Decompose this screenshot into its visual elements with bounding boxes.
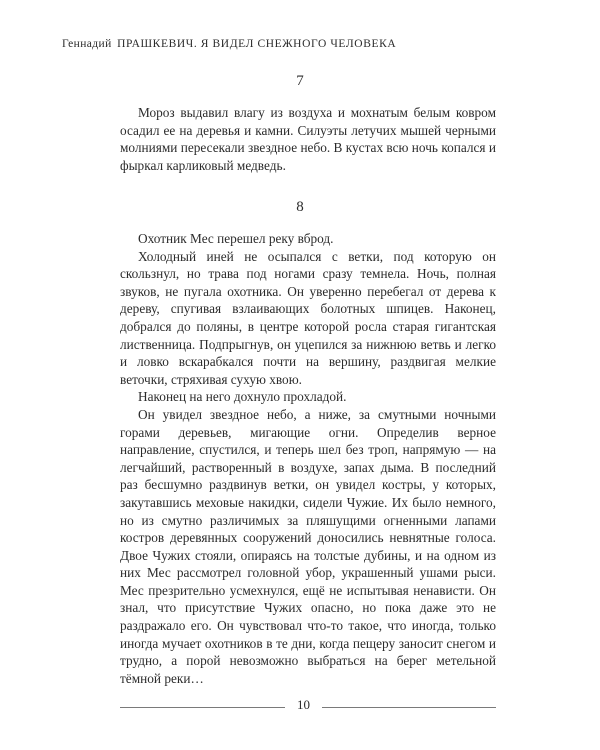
chapter-8-text <box>120 230 496 687</box>
paragraph: Охотник Мес перешел реку вброд. <box>138 231 334 246</box>
chapter-number-7: 7 <box>296 73 304 89</box>
paragraph: Наконец на него дохнуло прохладой. <box>138 389 347 405</box>
header-author: Геннадий <box>62 38 112 50</box>
paragraph: Холодный иней не осыпался с ветки, под которую он скользнул, но трава под ногами сразу темнела. Ночь, полная звуков, не пугала охотника. Он уверенно перебегал от дерева к дереву, спугивая взлаивающих болотных шпицев. Наконец, добрался до поляны, в центре которой росла старая гигантская лиственница. Подпрыгнув, он уцепился за нижнюю ветвь и легко и ловко вскарабкался почти на вершину, раздвигая мелкие веточки, стряхивая сухую хвою. <box>120 248 496 387</box>
header-title: ПРАШКЕВИЧ. Я ВИДЕЛ СНЕЖНОГО ЧЕЛОВЕКА <box>117 38 397 50</box>
running-header <box>62 38 462 50</box>
footer-rule-left <box>120 707 285 708</box>
footer-rule-right <box>322 707 496 708</box>
chapter-7-text <box>120 104 496 174</box>
chapter-number-8: 8 <box>296 199 304 215</box>
paragraph: Он увидел звездное небо, а ниже, за смутными ночными горами деревьев, мигающие огни. Определив верное направление, спустился, и теперь шел без троп, напрямую — на легчайший, растворенный в воздухе, запах дыма. В последний раз бесшумно раздвинув ветки, он увидел костры, у которых, закутавшись меховые накидки, сидели Чужие. Их было немного, но из смутно различимых за пляшущими огненными лапами костров деревянных сооружений доносились невнятные голоса. Двое Чужих стояли, опираясь на толстые дубины, и на одном из них Мес рассмотрел головной убор, украшенный ушами рыси. Мес презрительно усмехнулся, ещё не испытывая ненависти. Он знал, что присутствие Чужих опасно, но пока даже это не раздражало его. Он чувствовал что-то такое, что иногда, только иногда мучает охотников в те дни, когда пещеру заносит снегом и трудно, а порой невозможно выбраться на берег метельной тёмной реки… <box>120 406 496 686</box>
page-number: 10 <box>297 697 310 712</box>
paragraph: Мороз выдавил влагу из воздуха и мохнатым белым ковром осадил ее на деревья и камни. Силуэты летучих мышей черными молниями пересекали звездное небо. В кустах всю ночь копался и фыркал карликовый медведь. <box>120 105 496 173</box>
